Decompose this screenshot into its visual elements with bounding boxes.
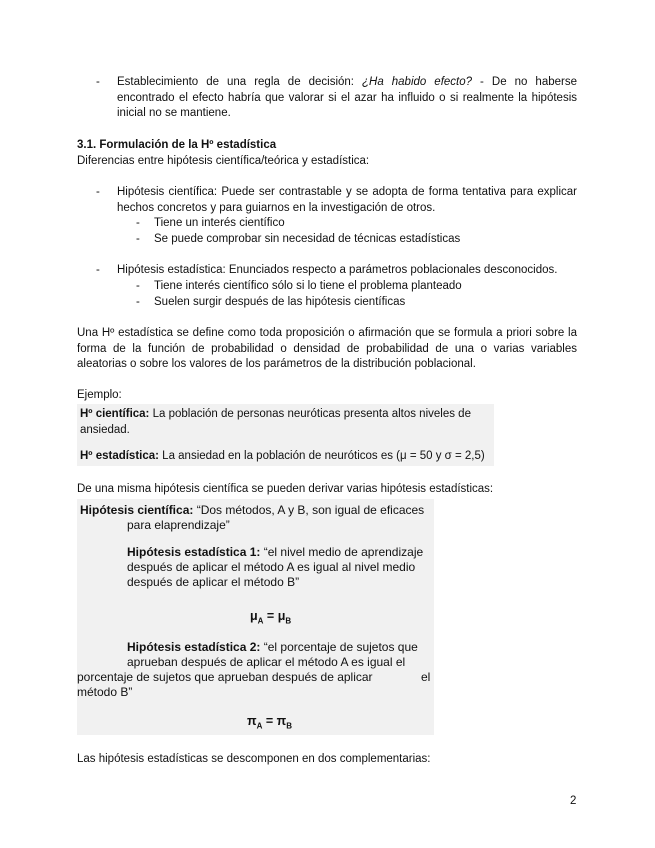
estadistica-sub-1: Tiene interés científico sólo si lo tiene el problema planteado: [154, 280, 462, 292]
sub-bullet-dash: -: [136, 233, 140, 245]
bullet-dash: -: [96, 264, 100, 276]
box-h1-line3: después de aplicar el método B”: [127, 575, 300, 589]
bullet-dash: -: [96, 76, 100, 88]
section-subheading: Diferencias entre hipótesis científica/teórica y estadística:: [77, 155, 370, 167]
formula-mu-left-sub: A: [257, 616, 264, 626]
formula-pi-right: π: [276, 714, 287, 728]
formula-mu-right-sub: B: [285, 616, 292, 626]
box-hc-line1: [80, 503, 440, 519]
box-h2-line3b: el: [421, 670, 431, 684]
formula-mu-op: =: [263, 609, 278, 623]
box-h2-line2: aprueban después de aplicar el método A es igual el: [127, 655, 406, 669]
sub-bullet-dash: -: [136, 296, 140, 308]
ejemplo-cientifica-text: La población de personas neuróticas presenta altos niveles de ansiedad.: [80, 408, 471, 436]
formula-mu-left: μ: [250, 609, 258, 623]
box-h2-text: “el porcentaje de sujetos que: [260, 640, 418, 654]
box-h2-line4: método B”: [77, 685, 133, 699]
ejemplo-box: [77, 404, 494, 466]
hipotesis-example-box: [77, 499, 434, 735]
cientifica-sub-1: Tiene un interés científico: [154, 217, 285, 229]
sub-bullet-dash: -: [136, 217, 140, 229]
formula-pi-left-sub: A: [256, 721, 263, 731]
closing-paragraph: Las hipótesis estadísticas se descomponen en dos complementarias:: [77, 753, 431, 765]
formula-pi-right-sub: B: [286, 721, 292, 731]
formula-pi-op: =: [262, 714, 277, 728]
estadistica-bullet: Hipótesis estadística: Enunciados respecto a parámetros poblacionales desconocidos.: [117, 264, 558, 276]
definition-paragraph: Una Hº estadística se define como toda proposición o afirmación que se formula a priori sobre la forma de la función de probabilidad o densidad de probabilidad de una o varias variables aleatorias o sobre los valores de los parámetros de la distribución poblacional.: [77, 327, 577, 370]
box-hc-line2: para elaprendizaje”: [127, 518, 230, 532]
box-h1-line2: después de aplicar el método A es igual al nivel medio: [127, 560, 416, 574]
box-h1-text: “el nivel medio de aprendizaje: [260, 545, 424, 559]
box-h1-label: Hipótesis estadística 1:: [127, 545, 261, 559]
decision-rule-bullet: [117, 75, 577, 122]
box-hc-label: Hipótesis científica:: [80, 503, 194, 517]
formula-mu: [250, 609, 291, 626]
ejemplo-cientifica: [80, 407, 480, 438]
ejemplo-label: Ejemplo:: [77, 389, 122, 401]
box-h2-line1: [127, 640, 437, 656]
box-hc-text: “Dos métodos, A y B, son igual de eficaces: [193, 503, 425, 517]
derivar-paragraph: De una misma hipótesis científica se pueden derivar varias hipótesis estadísticas:: [77, 483, 494, 495]
decision-rule-prefix: Establecimiento de una regla de decisión:: [117, 76, 363, 88]
sub-bullet-dash: -: [136, 280, 140, 292]
decision-rule-question: ¿Ha habido efecto?: [362, 76, 473, 88]
box-h1-line1: [127, 545, 437, 561]
box-h2-line3a: porcentaje de sujetos que aprueban después de aplicar: [77, 670, 373, 684]
decision-rule-suffix: - De no haberse encontrado el efecto habría que valorar si el azar ha influido o si realmente la hipótesis inicial no se mantiene.: [117, 76, 577, 119]
ejemplo-estadistica-text: La ansiedad en la población de neuróticos es (μ = 50 y σ = 2,5): [158, 450, 485, 462]
ejemplo-estadistica-label: Hº estadística:: [80, 450, 159, 462]
section-heading: 3.1. Formulación de la Hº estadística: [77, 139, 277, 151]
formula-mu-right: μ: [277, 609, 286, 623]
box-h2-label: Hipótesis estadística 2:: [127, 640, 261, 654]
cientifica-bullet: Hipótesis científica: Puede ser contrastable y se adopta de forma tentativa para explicar hechos concretos y para guiarnos en la investigación de otros.: [117, 186, 577, 214]
page-number: 2: [570, 795, 577, 807]
bullet-dash: -: [96, 186, 100, 198]
cientifica-sub-2: Se puede comprobar sin necesidad de técnicas estadísticas: [154, 233, 461, 245]
estadistica-sub-2: Suelen surgir después de las hipótesis científicas: [154, 296, 406, 308]
formula-pi-left: π: [247, 714, 257, 728]
ejemplo-cientifica-label: Hº científica:: [80, 408, 150, 420]
ejemplo-estadistica: [80, 449, 500, 465]
formula-pi: [247, 714, 292, 731]
